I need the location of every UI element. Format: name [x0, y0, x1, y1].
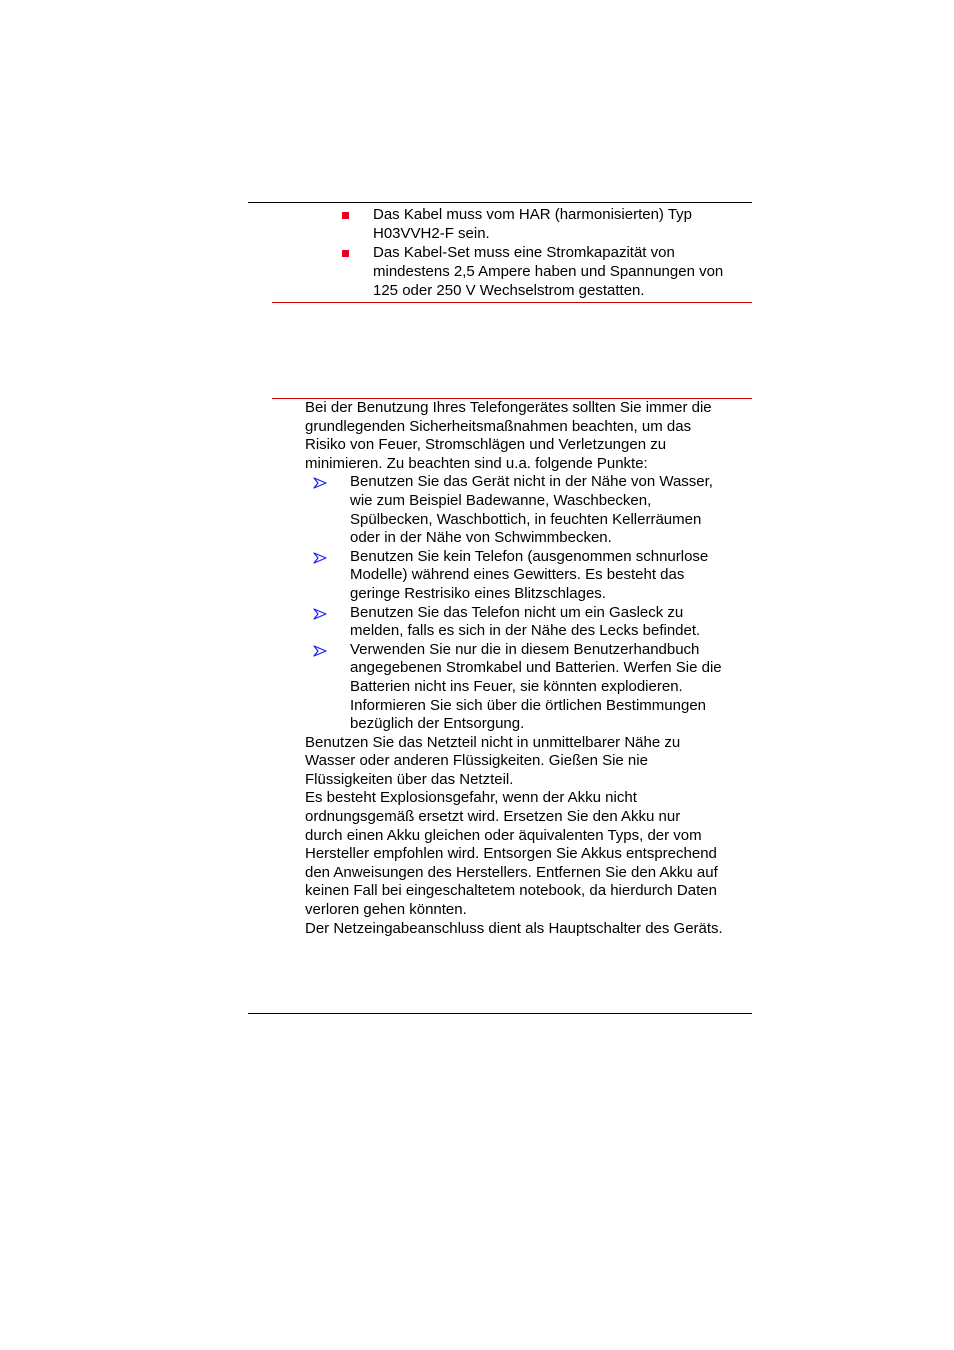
- paragraph-line: durch einen Akku gleichen oder äquivalenten Typs, der vom: [305, 826, 702, 844]
- paragraph-line: Flüssigkeiten über das Netzteil.: [305, 770, 514, 788]
- header-rule: [248, 202, 752, 203]
- intro-line: minimieren. Zu beachten sind u.a. folgende Punkte:: [305, 454, 648, 472]
- list-item-line: Das Kabel-Set muss eine Stromkapazität von: [373, 244, 675, 262]
- list-item: [350, 548, 775, 604]
- arrow-bullet-icon: [313, 477, 327, 489]
- list-item-line: oder in der Nähe von Schwimmbecken.: [350, 529, 612, 547]
- battery-paragraph: [305, 789, 775, 919]
- paragraph-line: Wasser oder anderen Flüssigkeiten. Gießen Sie nie: [305, 752, 648, 770]
- list-item-line: Verwenden Sie nur die in diesem Benutzerhandbuch: [350, 640, 700, 658]
- list-item-line: Batterien nicht ins Feuer, sie könnten explodieren.: [350, 677, 683, 695]
- adapter-paragraph: [305, 734, 775, 790]
- intro-line: Risiko von Feuer, Stromschlägen und Verletzungen zu: [305, 436, 667, 454]
- paragraph-line: Hersteller empfohlen wird. Entsorgen Sie Akkus entsprechend: [305, 845, 717, 863]
- paragraph-line: den Anweisungen des Herstellers. Entfernen Sie den Akku auf: [305, 863, 718, 881]
- list-item-line: angegebenen Stromkabel und Batterien. Werfen Sie die: [350, 659, 722, 677]
- list-item-line: wie zum Beispiel Badewanne, Waschbecken,: [350, 491, 652, 509]
- list-item: [373, 206, 763, 243]
- phone-safety-list: [305, 473, 775, 733]
- list-item-line: Benutzen Sie das Telefon nicht um ein Gasleck zu: [350, 603, 684, 621]
- list-item-line: Benutzen Sie das Gerät nicht in der Nähe von Wasser,: [350, 473, 713, 491]
- list-item: [373, 244, 763, 301]
- arrow-bullet-icon: [313, 552, 327, 564]
- intro-paragraph: [305, 399, 775, 473]
- list-item-line: H03VVH2-F sein.: [373, 224, 490, 242]
- paragraph-line: Benutzen Sie das Netzteil nicht in unmittelbarer Nähe zu: [305, 733, 681, 751]
- paragraph-line: ordnungsgemäß ersetzt wird. Ersetzen Sie den Akku nur: [305, 808, 681, 826]
- list-item-line: Spülbecken, Waschbottich, in feuchten Kellerräumen: [350, 510, 702, 528]
- list-item-line: melden, falls es sich in der Nähe des Lecks befindet.: [350, 622, 701, 640]
- square-bullet-icon: [342, 250, 349, 257]
- intro-line: grundlegenden Sicherheitsmaßnahmen beachten, um das: [305, 417, 692, 435]
- list-item: [350, 473, 775, 547]
- section-end-rule: [272, 302, 752, 303]
- arrow-bullet-icon: [313, 645, 327, 657]
- list-item-line: bezüglich der Entsorgung.: [350, 715, 525, 733]
- intro-line: Bei der Benutzung Ihres Telefongerätes sollten Sie immer die: [305, 399, 712, 416]
- list-item-line: Informieren Sie sich über die örtlichen Bestimmungen: [350, 696, 707, 714]
- paragraph-line: keinen Fall bei eingeschaltetem notebook, da hierdurch Daten: [305, 882, 717, 900]
- square-bullet-icon: [342, 212, 349, 219]
- list-item-line: mindestens 2,5 Ampere haben und Spannungen von: [373, 262, 724, 280]
- cable-requirements-block: [373, 206, 763, 301]
- list-item: [350, 604, 775, 641]
- paragraph-line: Es besteht Explosionsgefahr, wenn der Akku nicht: [305, 789, 637, 807]
- footer-rule: [248, 1013, 752, 1014]
- list-item: [350, 641, 775, 734]
- paragraph-line: verloren gehen könnten.: [305, 901, 467, 919]
- power-switch-paragraph: [305, 920, 775, 939]
- list-item-line: Modelle) während eines Gewitters. Es besteht das: [350, 566, 685, 584]
- list-item-line: Das Kabel muss vom HAR (harmonisierten) Typ: [373, 206, 692, 223]
- list-item-line: geringe Restrisiko eines Blitzschlages.: [350, 584, 606, 602]
- list-item-line: 125 oder 250 V Wechselstrom gestatten.: [373, 282, 645, 300]
- arrow-bullet-icon: [313, 608, 327, 620]
- cable-requirements-list: [373, 206, 763, 301]
- list-item-line: Benutzen Sie kein Telefon (ausgenommen schnurlose: [350, 547, 709, 565]
- phone-safety-block: [305, 399, 775, 938]
- paragraph-line: Der Netzeingabeanschluss dient als Hauptschalter des Geräts.: [305, 919, 723, 937]
